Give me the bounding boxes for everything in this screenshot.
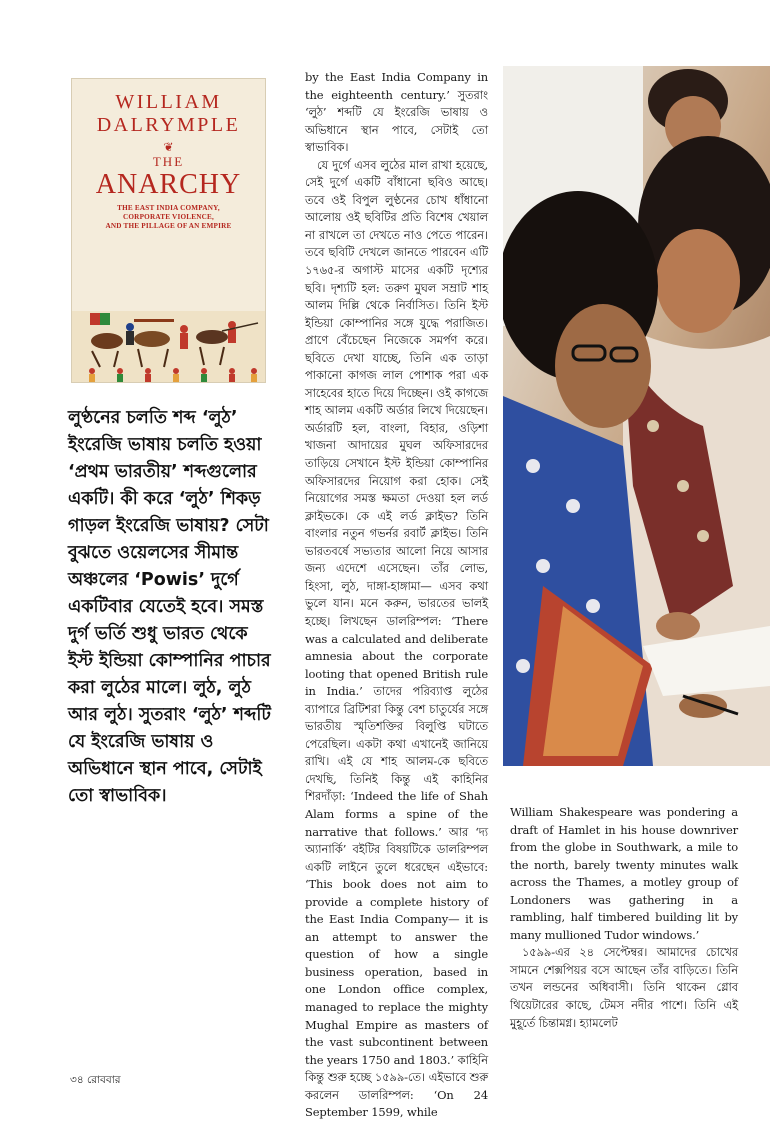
page-folio: ৩৪ রোববার <box>70 1074 121 1086</box>
cover-the: THE <box>152 154 185 169</box>
cover-subtitle-line: AND THE PILLAGE OF AN EMPIRE <box>105 222 232 230</box>
cover-title: ANARCHY <box>95 169 242 200</box>
article-column-right <box>510 804 738 1032</box>
audience-photo <box>503 66 770 766</box>
pull-quote: লুণ্ঠনের চলতি শব্দ ‘লুঠ’ ইংরেজি ভাষায় চলতি হওয়া ‘প্রথম ভারতীয়’ শব্দগুলোর একটি। কী করে ‘লুঠ’ শিকড় গাড়ল ইংরেজি ভাষায়? সেটা বুঝতে ওয়েলসের সীমান্ত অঞ্চলের ‘Powis’ দুর্গে একটিবার যেতেই হবে। সমস্ত দুর্গ ভর্তি শুধু ভারত থেকে ইস্ট ইন্ডিয়া কোম্পানির পাচার করা লুঠের মালে। লুঠ, লুঠ আর লুঠ। সুতরাং ‘লুঠ’ শব্দটি যে ইংরেজি ভাষায় ও অভিধানে স্থান পাবে, সেটাই তো স্বাভাবিক। <box>68 408 271 806</box>
cover-subtitle <box>72 204 265 231</box>
article-paragraph: ১৫৯৯-এর ২৪ সেপ্টেম্বর। আমাদের চোখের সামনে শেক্সপিয়র বসে আছেন তাঁর বাড়িতে। তিনি তখন লন্ডনের অধিবাসী। তিনি থাকেন গ্লোব থিয়েটারের কাছে, টেমস নদীর পাশে। তিনি এই মুহূর্তে চিন্তামগ্ন। হ্যামলেট <box>510 945 738 1030</box>
cover-author: WILLIAM DALRYMPLE <box>96 91 241 136</box>
article-paragraph: William Shakespeare was pondering a draft of Hamlet in his house downriver from the globe in Southwark, a mile to the north, barely twenty minutes walk across the Thames, a motley group of Londoners was gathering in a rambling, half timbered building lit by many mullioned Tudor windows.’ <box>510 805 738 942</box>
cover-subtitle-line: THE EAST INDIA COMPANY, <box>117 204 220 212</box>
cover-ornament-icon: ❦ <box>163 140 174 154</box>
article-column-middle <box>305 69 488 1122</box>
article-paragraph: by the East India Company in the eighteenth century.’ সুতরাং ‘লুঠ’ শব্দটি যে ইংরেজি ভাষায় ও অভিধানে স্থান পাবে, সেটাই তো স্বাভাবিক। <box>305 70 488 155</box>
article-paragraph: যে দুর্গে এসব লুঠের মাল রাখা হয়েছে, সেই দুর্গে একটি বাঁধানো ছবিও আছে। তবে ওই বিপুল লুণ্ঠনের চোখ ধাঁধানো আলোয় ওই ছবিটির প্রতি বিশেষ খেয়াল না রাখলে তা দেখতে নাও পেতে পারেন। তবে ছবিটি দেখলে জানতে পারবেন এটি ১৭৬৫-র অগাস্ট মাসের একটি দৃশ্যের ছবি। দৃশ্যটি হল: তরুণ মুঘল সম্রাট শাহ আলম দিল্লি থেকে নির্বাসিত। তিনি ইস্ট ইন্ডিয়া কোম্পানির সঙ্গে যুদ্ধে পরাজিত। প্রাণে বেঁচেছেন নিজেকে সমর্পণ করে। ছবিতে দেখা যাচ্ছে, তিনি এক তাড়া পাকানো কাগজ লাল পোশাক পরা এক সাহেবের হাতে দিয়ে দিচ্ছেন। ওই কাগজে শাহ আলম একটি অর্ডার লিখে দিয়েছেন। অর্ডারটি হল, বাংলা, বিহার, ওড়িশা খাজনা আদায়ের মুঘল অফিসারদের তাড়িয়ে সেখানে ইস্ট ইন্ডিয়া কোম্পানির অফিসারদের নিয়োগ করা হোক। সেই নিয়োগের সমস্ত ক্ষমতা দেওয়া হল লর্ড ক্লাইভকে। কে এই লর্ড ক্লাইভ? তিনি বাংলার নতুন গভর্নর রবার্ট ক্লাইভ। তিনি ভারতবর্ষে সভ্যতার আলো নিয়ে আসার জন্য এদেশে এসেছেন। তাঁর লোভ, হিংসা, লুঠ, দাঙ্গা-হাঙ্গামা— এসব কথা ভুলে যান। মনে করুন, ভারতের ভালই হচ্ছে। লিখছেন ডালরিম্পল: ‘There was a calculated and deliberate amnesia about the corporate looting that opened British rule in India.’ তাদের পরিব্যাপ্ত লুঠের ব্যাপারে ব্রিটিশরা কিন্তু বেশ চাতুর্যের সঙ্গে ভারতীয় স্মৃতিশক্তির বিলুপ্তি ঘটাতে পেরেছিল। একটা কথা এখানেই জানিয়ে রাখি। এই যে শাহ আলম-কে ছবিতে দেখছি, তিনিই কিন্তু এই কাহিনির শিরদাঁড়া: ‘Indeed the life of Shah Alam forms a spine of the narrative that follows.’ আর ‘দ্য অ্যানার্কি’ বইটির বিষয়টিকে ডালরিম্পল একটি লাইনে তুলে ধরেছেন এইভাবে: ‘This book does not aim to provide a complete history of the East India Company— it is an attempt to answer the question of how a single business operation, based in one London office complex, managed to replace the mighty Mughal Empire as masters of the vast subcontinent between the years 1750 and 1803.’ কাহিনি কিন্তু শুরু হচ্ছে ১৫৯৯-তে। এইভাবে শুরু করলেন ডালরিম্পল: ‘On 24 September 1599, while <box>305 157 488 1120</box>
book-cover-image <box>72 79 265 382</box>
cover-subtitle-line: CORPORATE VIOLENCE, <box>123 213 214 221</box>
cover-illustration <box>72 311 265 382</box>
